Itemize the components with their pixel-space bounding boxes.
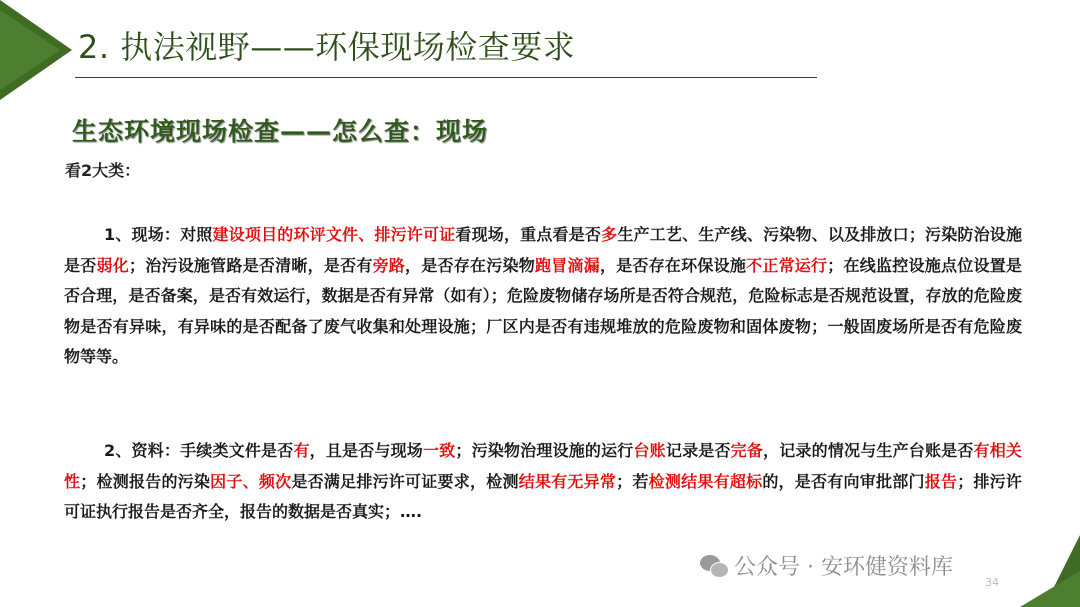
highlight-text: 跑冒滴漏 (534, 255, 600, 275)
body-text: 看现场，重点看是否 (455, 225, 602, 244)
highlight-text: 不正常运行 (746, 255, 828, 275)
page-number: 34 (985, 576, 999, 589)
body-text: 记录是否 (665, 441, 731, 460)
body-text: 是否满足排污许可证要求，检测 (291, 471, 519, 491)
highlight-text: 因子、频次 (210, 471, 292, 491)
wechat-icon (700, 555, 728, 577)
highlight-text: 结果有无异常 (518, 471, 617, 491)
highlight-text: 弱化 (96, 255, 129, 275)
highlight-text: 旁路 (372, 255, 406, 275)
highlight-text: 建设项目的环评文件、排污许可证 (212, 225, 456, 244)
body-text: 2、资料：手续类文件是否 (104, 441, 294, 460)
paragraph-site (64, 220, 1022, 373)
body-text: ；排污许可证执行报告是否齐全，报告的数据是否真实；…. (64, 471, 1022, 521)
watermark (700, 550, 953, 581)
body-text: ；治污设施管路是否清晰，是否有 (128, 255, 373, 275)
body-text: ，是否存在污染物 (405, 255, 535, 275)
highlight-text: 有相关性 (64, 441, 1022, 491)
highlight-text: 多 (601, 225, 618, 244)
highlight-text: 完备 (730, 441, 764, 460)
paragraph-documents (64, 436, 1022, 528)
lead-text: 看2大类： (65, 161, 141, 180)
highlight-text: 一致 (422, 441, 456, 460)
corner-triangle-top-left-inner (0, 10, 60, 90)
section-subtitle: 生态环境现场检查——怎么查：现场 (72, 117, 489, 146)
corner-triangle-bottom-right-inner (1020, 571, 1080, 607)
body-text: 生产工艺、生产线、污染物、以及排放口；污染防治设施是否 (64, 225, 1022, 275)
highlight-text: 台账 (633, 441, 666, 460)
highlight-text: 有 (293, 441, 310, 460)
highlight-text: 报告 (924, 471, 958, 491)
body-text: ；污染物治理设施的运行 (455, 441, 634, 460)
watermark-text: 公众号 · 安环健资料库 (734, 555, 953, 580)
body-text: ；检测报告的污染 (80, 471, 211, 491)
page-title: 2. 执法视野——环保现场检查要求 (78, 28, 576, 66)
body-text: 1、现场：对照 (104, 225, 213, 244)
body-text: ；在线监控设施点位设置是否合理，是否备案，是否有效运行，数据是否有异常（如有）；危险废物储存场所是否符合规范，危险标志是否规范设置，存放的危险废物是否有异味，有异味的是否配备了废气收集和处理设施；厂区内是否有违规堆放的危险废物和固体废物；一般固废场所是否有危险废物等等。 (64, 255, 1022, 366)
body-text: 的，是否有向审批部门 (762, 471, 925, 491)
body-text: ，是否存在环保设施 (599, 255, 747, 275)
body-text: ；若 (616, 471, 649, 491)
body-text: ，且是否与现场 (309, 441, 423, 460)
body-text: ，记录的情况与生产台账是否 (763, 441, 974, 460)
title-underline (75, 77, 817, 78)
highlight-text: 检测结果有超标 (648, 471, 763, 491)
